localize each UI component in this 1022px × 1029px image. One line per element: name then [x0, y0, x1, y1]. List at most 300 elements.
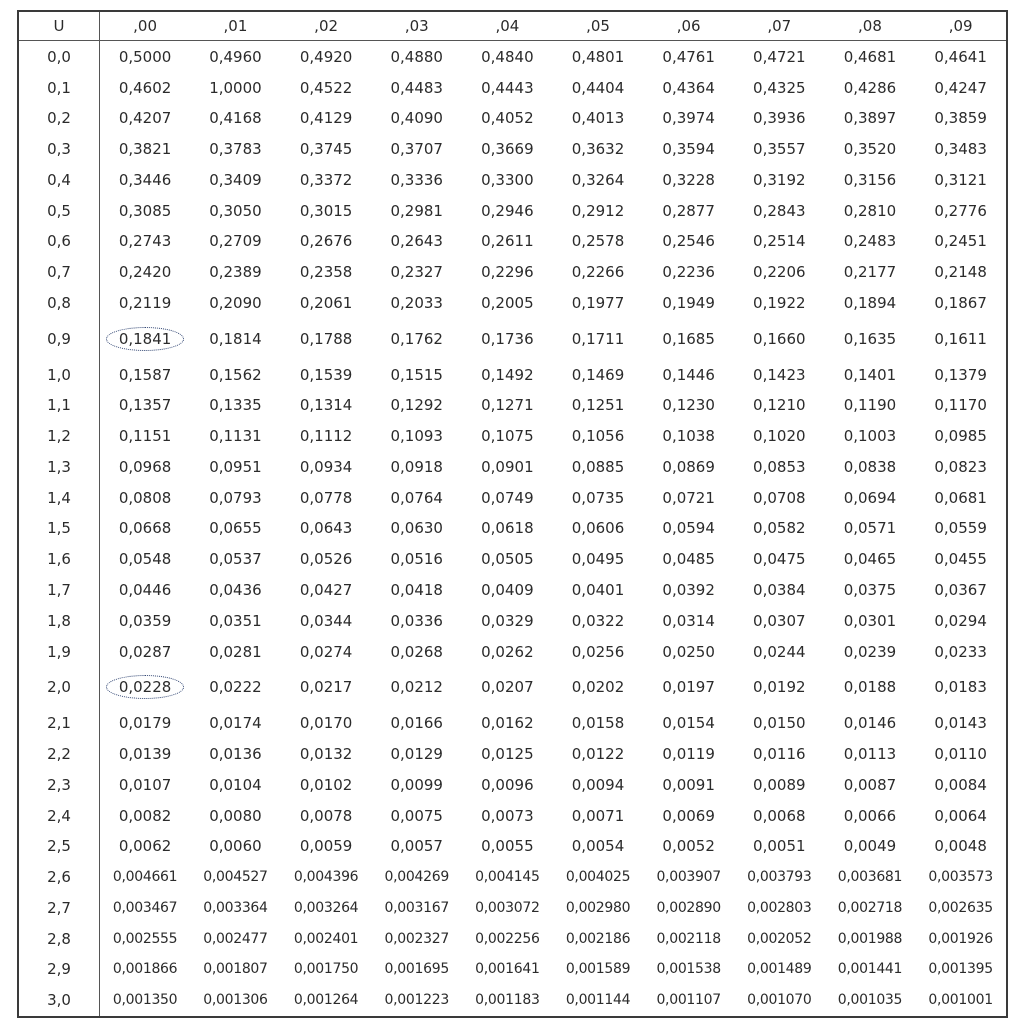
table-cell: 0,3446: [118, 170, 172, 189]
table-cell: 0,3557: [753, 140, 806, 159]
table-cell: 0,004269: [384, 869, 449, 886]
table-cell: 0,2033: [390, 293, 443, 312]
table-cell: 0,0853: [753, 457, 806, 476]
table-cell: 0,0091: [662, 775, 715, 794]
table-cell: 0,0066: [843, 806, 897, 825]
row-u-value: 0,5: [19, 195, 100, 226]
table-cell: 0,0336: [390, 611, 443, 630]
table-cell: 0,002803: [747, 899, 812, 916]
table-cell: 0,0052: [662, 837, 715, 856]
table-cell: 0,4129: [299, 109, 353, 128]
table-cell: 0,0869: [662, 457, 715, 476]
table-cell: 0,0694: [843, 488, 897, 507]
circled-value: 0,1841: [106, 327, 185, 351]
table-cell: 0,0183: [934, 678, 987, 697]
table-cell: 0,0968: [118, 457, 172, 476]
table-cell: 0,0143: [934, 714, 987, 733]
table-cell: 0,0537: [209, 550, 262, 569]
table-cell: 0,1762: [390, 329, 443, 348]
row-u-value: 1,4: [19, 482, 100, 513]
table-cell: 0,0060: [209, 837, 262, 856]
table-cell: 0,0197: [662, 678, 715, 697]
table-cell: 0,3974: [662, 109, 715, 128]
table-cell: 0,5000: [118, 47, 172, 66]
table-cell: 0,0084: [934, 775, 987, 794]
table-row: [19, 72, 1006, 103]
table-cell: 0,2090: [209, 293, 262, 312]
table-cell: 0,3707: [390, 140, 443, 159]
table-row: [19, 452, 1006, 483]
table-cell: 0,0107: [118, 775, 172, 794]
row-u-value: 1,8: [19, 605, 100, 636]
table-cell: 0,3121: [934, 170, 987, 189]
table-cell: 0,0170: [299, 714, 353, 733]
row-u-value: 2,5: [19, 831, 100, 862]
row-u-value: 2,4: [19, 800, 100, 831]
table-row: [19, 575, 1006, 606]
column-header: ,06: [643, 12, 734, 41]
table-cell: 0,1093: [390, 427, 443, 446]
table-cell: 0,0823: [934, 457, 987, 476]
table-cell: 0,3015: [299, 201, 353, 220]
table-cell: 0,2611: [481, 232, 534, 251]
table-cell: 0,4443: [481, 78, 534, 97]
table-cell: 0,001695: [384, 961, 449, 978]
table-row: [19, 164, 1006, 195]
table-row: [19, 923, 1006, 954]
table-cell: 0,2451: [934, 232, 987, 251]
column-header: ,04: [462, 12, 553, 41]
table-cell: 0,0217: [299, 678, 353, 697]
table-cell: 0,0764: [390, 488, 443, 507]
table-cell: 0,001183: [475, 992, 540, 1009]
table-cell: 0,0643: [299, 519, 353, 538]
table-cell: 0,1038: [662, 427, 715, 446]
table-cell: 0,4247: [934, 78, 987, 97]
table-cell: 0,0606: [571, 519, 625, 538]
table-cell: 0,4207: [118, 109, 172, 128]
circled-value: 0,0228: [106, 675, 185, 699]
table-cell: 0,0188: [843, 678, 897, 697]
table-cell: 0,003573: [928, 869, 993, 886]
table-row: [19, 831, 1006, 862]
table-cell: 0,1977: [571, 293, 625, 312]
row-u-value: 2,6: [19, 862, 100, 893]
table-cell: 0,0059: [299, 837, 353, 856]
table-cell: 0,4880: [390, 47, 443, 66]
table-cell: 0,2177: [843, 263, 897, 282]
table-cell: 0,2709: [209, 232, 262, 251]
table-cell: 0,004527: [203, 869, 268, 886]
table-cell: 0,1685: [662, 329, 715, 348]
table-cell: 0,0314: [662, 611, 715, 630]
column-header: ,07: [734, 12, 825, 41]
row-u-value: 0,8: [19, 287, 100, 318]
table-cell: 0,0192: [753, 678, 806, 697]
table-cell: 0,1401: [843, 365, 897, 384]
table-cell: 0,0244: [753, 642, 806, 661]
table-cell: 0,2743: [118, 232, 172, 251]
table-cell: 0,2643: [390, 232, 443, 251]
table-cell: 0,1562: [209, 365, 262, 384]
table-cell: 0,003467: [112, 899, 178, 916]
table-cell: 0,3783: [209, 140, 262, 159]
table-cell: 0,0166: [390, 714, 443, 733]
table-cell: 0,1190: [843, 396, 897, 415]
table-cell: 0,1003: [843, 427, 897, 446]
table-cell: 0,0582: [753, 519, 806, 538]
table-cell: 0,002718: [837, 899, 903, 916]
table-cell: 0,3409: [209, 170, 262, 189]
table-cell: 0,001035: [837, 992, 903, 1009]
table-cell: 0,4721: [753, 47, 806, 66]
table-cell: 0,0073: [481, 806, 534, 825]
table-cell: 0,0116: [753, 745, 806, 764]
table-cell: 0,001144: [565, 992, 631, 1009]
table-cell: 0,0096: [481, 775, 534, 794]
table-cell: 0,001223: [384, 992, 449, 1009]
table-cell: 0,0048: [934, 837, 987, 856]
z-table: [19, 12, 1006, 1016]
table-cell: 0,3336: [390, 170, 443, 189]
table-cell: 0,0322: [571, 611, 625, 630]
table-cell: 0,2578: [571, 232, 625, 251]
corner-label: U: [19, 12, 100, 41]
table-cell: 0,0162: [481, 714, 534, 733]
table-cell: 0,2483: [843, 232, 897, 251]
table-cell: [100, 318, 191, 359]
table-row: [19, 800, 1006, 831]
table-cell: 0,4013: [571, 109, 625, 128]
table-row: [19, 544, 1006, 575]
table-cell: 0,0485: [662, 550, 715, 569]
table-cell: 0,1469: [571, 365, 625, 384]
column-header: ,01: [190, 12, 281, 41]
table-cell: 0,001926: [928, 930, 993, 947]
table-cell: 0,0618: [481, 519, 534, 538]
table-cell: 0,0202: [571, 678, 625, 697]
table-cell: 0,004025: [565, 869, 631, 886]
row-u-value: 1,7: [19, 575, 100, 606]
table-cell: 0,0049: [843, 837, 897, 856]
table-cell: 0,1131: [209, 427, 262, 446]
row-u-value: 1,2: [19, 421, 100, 452]
table-row: [19, 862, 1006, 893]
table-cell: 0,0778: [299, 488, 353, 507]
table-cell: 0,2358: [299, 263, 353, 282]
table-cell: 0,001489: [747, 961, 812, 978]
header-row: [19, 12, 1006, 41]
table-cell: 0,001395: [928, 961, 993, 978]
table-cell: 0,2981: [390, 201, 443, 220]
table-cell: 0,001807: [203, 961, 268, 978]
table-cell: 0,0122: [571, 745, 625, 764]
table-cell: 0,0446: [118, 581, 172, 600]
table-cell: 0,4286: [843, 78, 897, 97]
table-cell: 0,1736: [481, 329, 534, 348]
table-cell: 0,3192: [753, 170, 806, 189]
column-header: ,00: [100, 12, 191, 41]
table-cell: 0,1814: [209, 329, 262, 348]
table-cell: 0,1788: [299, 329, 353, 348]
table-cell: 0,1112: [299, 427, 353, 446]
table-cell: 0,2912: [571, 201, 625, 220]
table-cell: 0,2266: [571, 263, 625, 282]
table-cell: 0,1151: [118, 427, 172, 446]
table-cell: 0,0516: [390, 550, 443, 569]
table-cell: 0,0367: [934, 581, 987, 600]
table-cell: 0,3228: [662, 170, 715, 189]
table-row: [19, 134, 1006, 165]
table-cell: 0,0351: [209, 611, 262, 630]
table-cell: 0,002555: [112, 930, 178, 947]
table-row: [19, 636, 1006, 667]
table-cell: 0,0918: [390, 457, 443, 476]
row-u-value: 1,1: [19, 390, 100, 421]
table-cell: 0,0104: [209, 775, 262, 794]
table-cell: 0,0154: [662, 714, 715, 733]
table-cell: 0,0655: [209, 519, 262, 538]
table-cell: 0,3264: [571, 170, 625, 189]
table-cell: 0,0099: [390, 775, 443, 794]
table-frame: [17, 10, 1008, 1018]
table-row: [19, 390, 1006, 421]
table-cell: 0,0951: [209, 457, 262, 476]
table-cell: 0,001350: [112, 992, 178, 1009]
row-u-value: 2,3: [19, 770, 100, 801]
column-header: ,05: [553, 12, 644, 41]
table-cell: 0,1660: [753, 329, 806, 348]
table-cell: 0,3085: [118, 201, 172, 220]
table-cell: 0,002256: [475, 930, 540, 947]
table-cell: 0,1251: [571, 396, 625, 415]
table-body: [19, 41, 1006, 1017]
table-cell: 0,003907: [656, 869, 721, 886]
table-row: [19, 287, 1006, 318]
table-cell: 0,1711: [571, 329, 625, 348]
table-cell: 0,4090: [390, 109, 443, 128]
table-cell: 0,2946: [481, 201, 534, 220]
table-cell: 0,2119: [118, 293, 172, 312]
row-u-value: 2,2: [19, 739, 100, 770]
table-cell: 0,1230: [662, 396, 715, 415]
table-cell: 0,1357: [118, 396, 172, 415]
table-cell: 0,4325: [753, 78, 806, 97]
table-cell: 0,1922: [753, 293, 806, 312]
table-cell: 0,0262: [481, 642, 534, 661]
table-cell: 0,001641: [475, 961, 540, 978]
table-cell: 0,0287: [118, 642, 172, 661]
table-cell: 0,0062: [118, 837, 172, 856]
table-cell: 0,0526: [299, 550, 353, 569]
table-cell: 0,0294: [934, 611, 987, 630]
table-cell: 0,4602: [118, 78, 172, 97]
table-cell: 0,0934: [299, 457, 353, 476]
row-u-value: 2,1: [19, 708, 100, 739]
table-cell: 0,001538: [656, 961, 721, 978]
table-cell: 0,0475: [753, 550, 806, 569]
table-cell: 0,1894: [843, 293, 897, 312]
table-cell: 0,0119: [662, 745, 715, 764]
table-row: [19, 513, 1006, 544]
table-cell: 0,002635: [928, 899, 993, 916]
table-cell: 0,0179: [118, 714, 172, 733]
table-cell: 0,0401: [571, 581, 625, 600]
table-cell: 0,0075: [390, 806, 443, 825]
table-cell: 0,4840: [481, 47, 534, 66]
table-row: [19, 482, 1006, 513]
table-cell: 0,0071: [571, 806, 625, 825]
table-cell: 0,0082: [118, 806, 172, 825]
table-cell: 0,001264: [293, 992, 359, 1009]
row-u-value: 1,9: [19, 636, 100, 667]
row-u-value: 0,1: [19, 72, 100, 103]
table-cell: 0,1292: [390, 396, 443, 415]
table-cell: 0,4960: [209, 47, 262, 66]
table-cell: 0,0054: [571, 837, 625, 856]
table-cell: 0,004396: [293, 869, 359, 886]
table-cell: 0,2148: [934, 263, 987, 282]
table-row: [19, 41, 1006, 73]
table-cell: 0,0735: [571, 488, 625, 507]
table-cell: 0,0094: [571, 775, 625, 794]
column-header: ,08: [825, 12, 916, 41]
table-cell: 0,0427: [299, 581, 353, 600]
row-u-value: 1,0: [19, 359, 100, 390]
table-cell: 0,2327: [390, 263, 443, 282]
table-cell: 0,001589: [565, 961, 631, 978]
table-cell: 0,0158: [571, 714, 625, 733]
row-u-value: 0,0: [19, 41, 100, 73]
table-cell: 0,3483: [934, 140, 987, 159]
table-cell: 0,0274: [299, 642, 353, 661]
table-cell: 0,003167: [384, 899, 449, 916]
table-cell: 0,0418: [390, 581, 443, 600]
table-cell: 0,3156: [843, 170, 897, 189]
row-u-value: 2,9: [19, 954, 100, 985]
table-cell: 0,001107: [656, 992, 721, 1009]
table-cell: 0,001988: [837, 930, 903, 947]
table-row: [19, 667, 1006, 708]
table-row: [19, 739, 1006, 770]
table-cell: 0,0256: [571, 642, 625, 661]
table-cell: 0,0409: [481, 581, 534, 600]
table-cell: 0,0102: [299, 775, 353, 794]
table-cell: 0,0749: [481, 488, 534, 507]
table-cell: 0,3669: [481, 140, 534, 159]
table-cell: 0,001070: [747, 992, 812, 1009]
table-cell: 0,001001: [928, 992, 993, 1009]
table-cell: 0,0455: [934, 550, 987, 569]
table-cell: 0,0495: [571, 550, 625, 569]
table-cell: 0,0239: [843, 642, 897, 661]
table-cell: 0,003072: [475, 899, 540, 916]
table-cell: 0,1075: [481, 427, 534, 446]
table-cell: 0,4681: [843, 47, 897, 66]
table-cell: 0,1867: [934, 293, 987, 312]
table-cell: 0,1492: [481, 365, 534, 384]
table-cell: 0,0885: [571, 457, 625, 476]
table-cell: 0,0110: [934, 745, 987, 764]
table-cell: 0,3745: [299, 140, 353, 159]
table-cell: 0,002890: [656, 899, 721, 916]
table-cell: 0,0301: [843, 611, 897, 630]
table-cell: 0,0136: [209, 745, 262, 764]
table-row: [19, 257, 1006, 288]
table-cell: 0,0150: [753, 714, 806, 733]
table-cell: 0,001750: [293, 961, 359, 978]
table-cell: 0,002118: [656, 930, 721, 947]
table-cell: 0,0681: [934, 488, 987, 507]
table-cell: 0,0055: [481, 837, 534, 856]
table-cell: 0,0174: [209, 714, 262, 733]
table-cell: 0,0793: [209, 488, 262, 507]
table-cell: 0,0808: [118, 488, 172, 507]
table-cell: 0,0721: [662, 488, 715, 507]
table-cell: 0,3859: [934, 109, 987, 128]
table-cell: 0,4522: [299, 78, 353, 97]
table-cell: 0,4920: [299, 47, 353, 66]
table-cell: 0,003264: [293, 899, 359, 916]
table-cell: 0,002186: [565, 930, 631, 947]
table-cell: 0,2776: [934, 201, 987, 220]
row-u-value: 1,3: [19, 452, 100, 483]
table-cell: 0,4483: [390, 78, 443, 97]
table-cell: 0,001866: [112, 961, 178, 978]
table-cell: 0,2546: [662, 232, 715, 251]
table-row: [19, 893, 1006, 924]
row-u-value: 3,0: [19, 985, 100, 1016]
table-cell: 0,002052: [747, 930, 812, 947]
table-cell: 0,0548: [118, 550, 172, 569]
table-cell: 0,1335: [209, 396, 262, 415]
table-cell: 0,1423: [753, 365, 806, 384]
table-cell: 0,004661: [112, 869, 178, 886]
table-cell: 0,0571: [843, 519, 897, 538]
table-cell: 0,003793: [747, 869, 812, 886]
table-cell: 0,2389: [209, 263, 262, 282]
table-cell: 0,3632: [571, 140, 625, 159]
table-cell: 0,3897: [843, 109, 897, 128]
table-cell: 0,0132: [299, 745, 353, 764]
table-cell: 0,0505: [481, 550, 534, 569]
row-u-value: 0,4: [19, 164, 100, 195]
table-cell: 0,4168: [209, 109, 262, 128]
table-cell: 0,1379: [934, 365, 987, 384]
table-cell: 0,1515: [390, 365, 443, 384]
table-row: [19, 985, 1006, 1016]
table-cell: 0,0207: [481, 678, 534, 697]
row-u-value: 0,9: [19, 318, 100, 359]
table-cell: 0,3050: [209, 201, 262, 220]
row-u-value: 0,3: [19, 134, 100, 165]
table-cell: 0,1539: [299, 365, 353, 384]
table-row: [19, 195, 1006, 226]
table-cell: 0,0212: [390, 678, 443, 697]
table-cell: 0,0080: [209, 806, 262, 825]
table-row: [19, 770, 1006, 801]
table-cell: 0,3300: [481, 170, 534, 189]
table-cell: 0,0329: [481, 611, 534, 630]
row-u-value: 2,7: [19, 893, 100, 924]
table-cell: 0,0281: [209, 642, 262, 661]
table-cell: 0,003681: [837, 869, 903, 886]
table-cell: [100, 667, 191, 708]
table-cell: 0,0139: [118, 745, 172, 764]
table-cell: 0,2005: [481, 293, 534, 312]
table-cell: 0,3821: [118, 140, 172, 159]
table-cell: 0,0051: [753, 837, 806, 856]
